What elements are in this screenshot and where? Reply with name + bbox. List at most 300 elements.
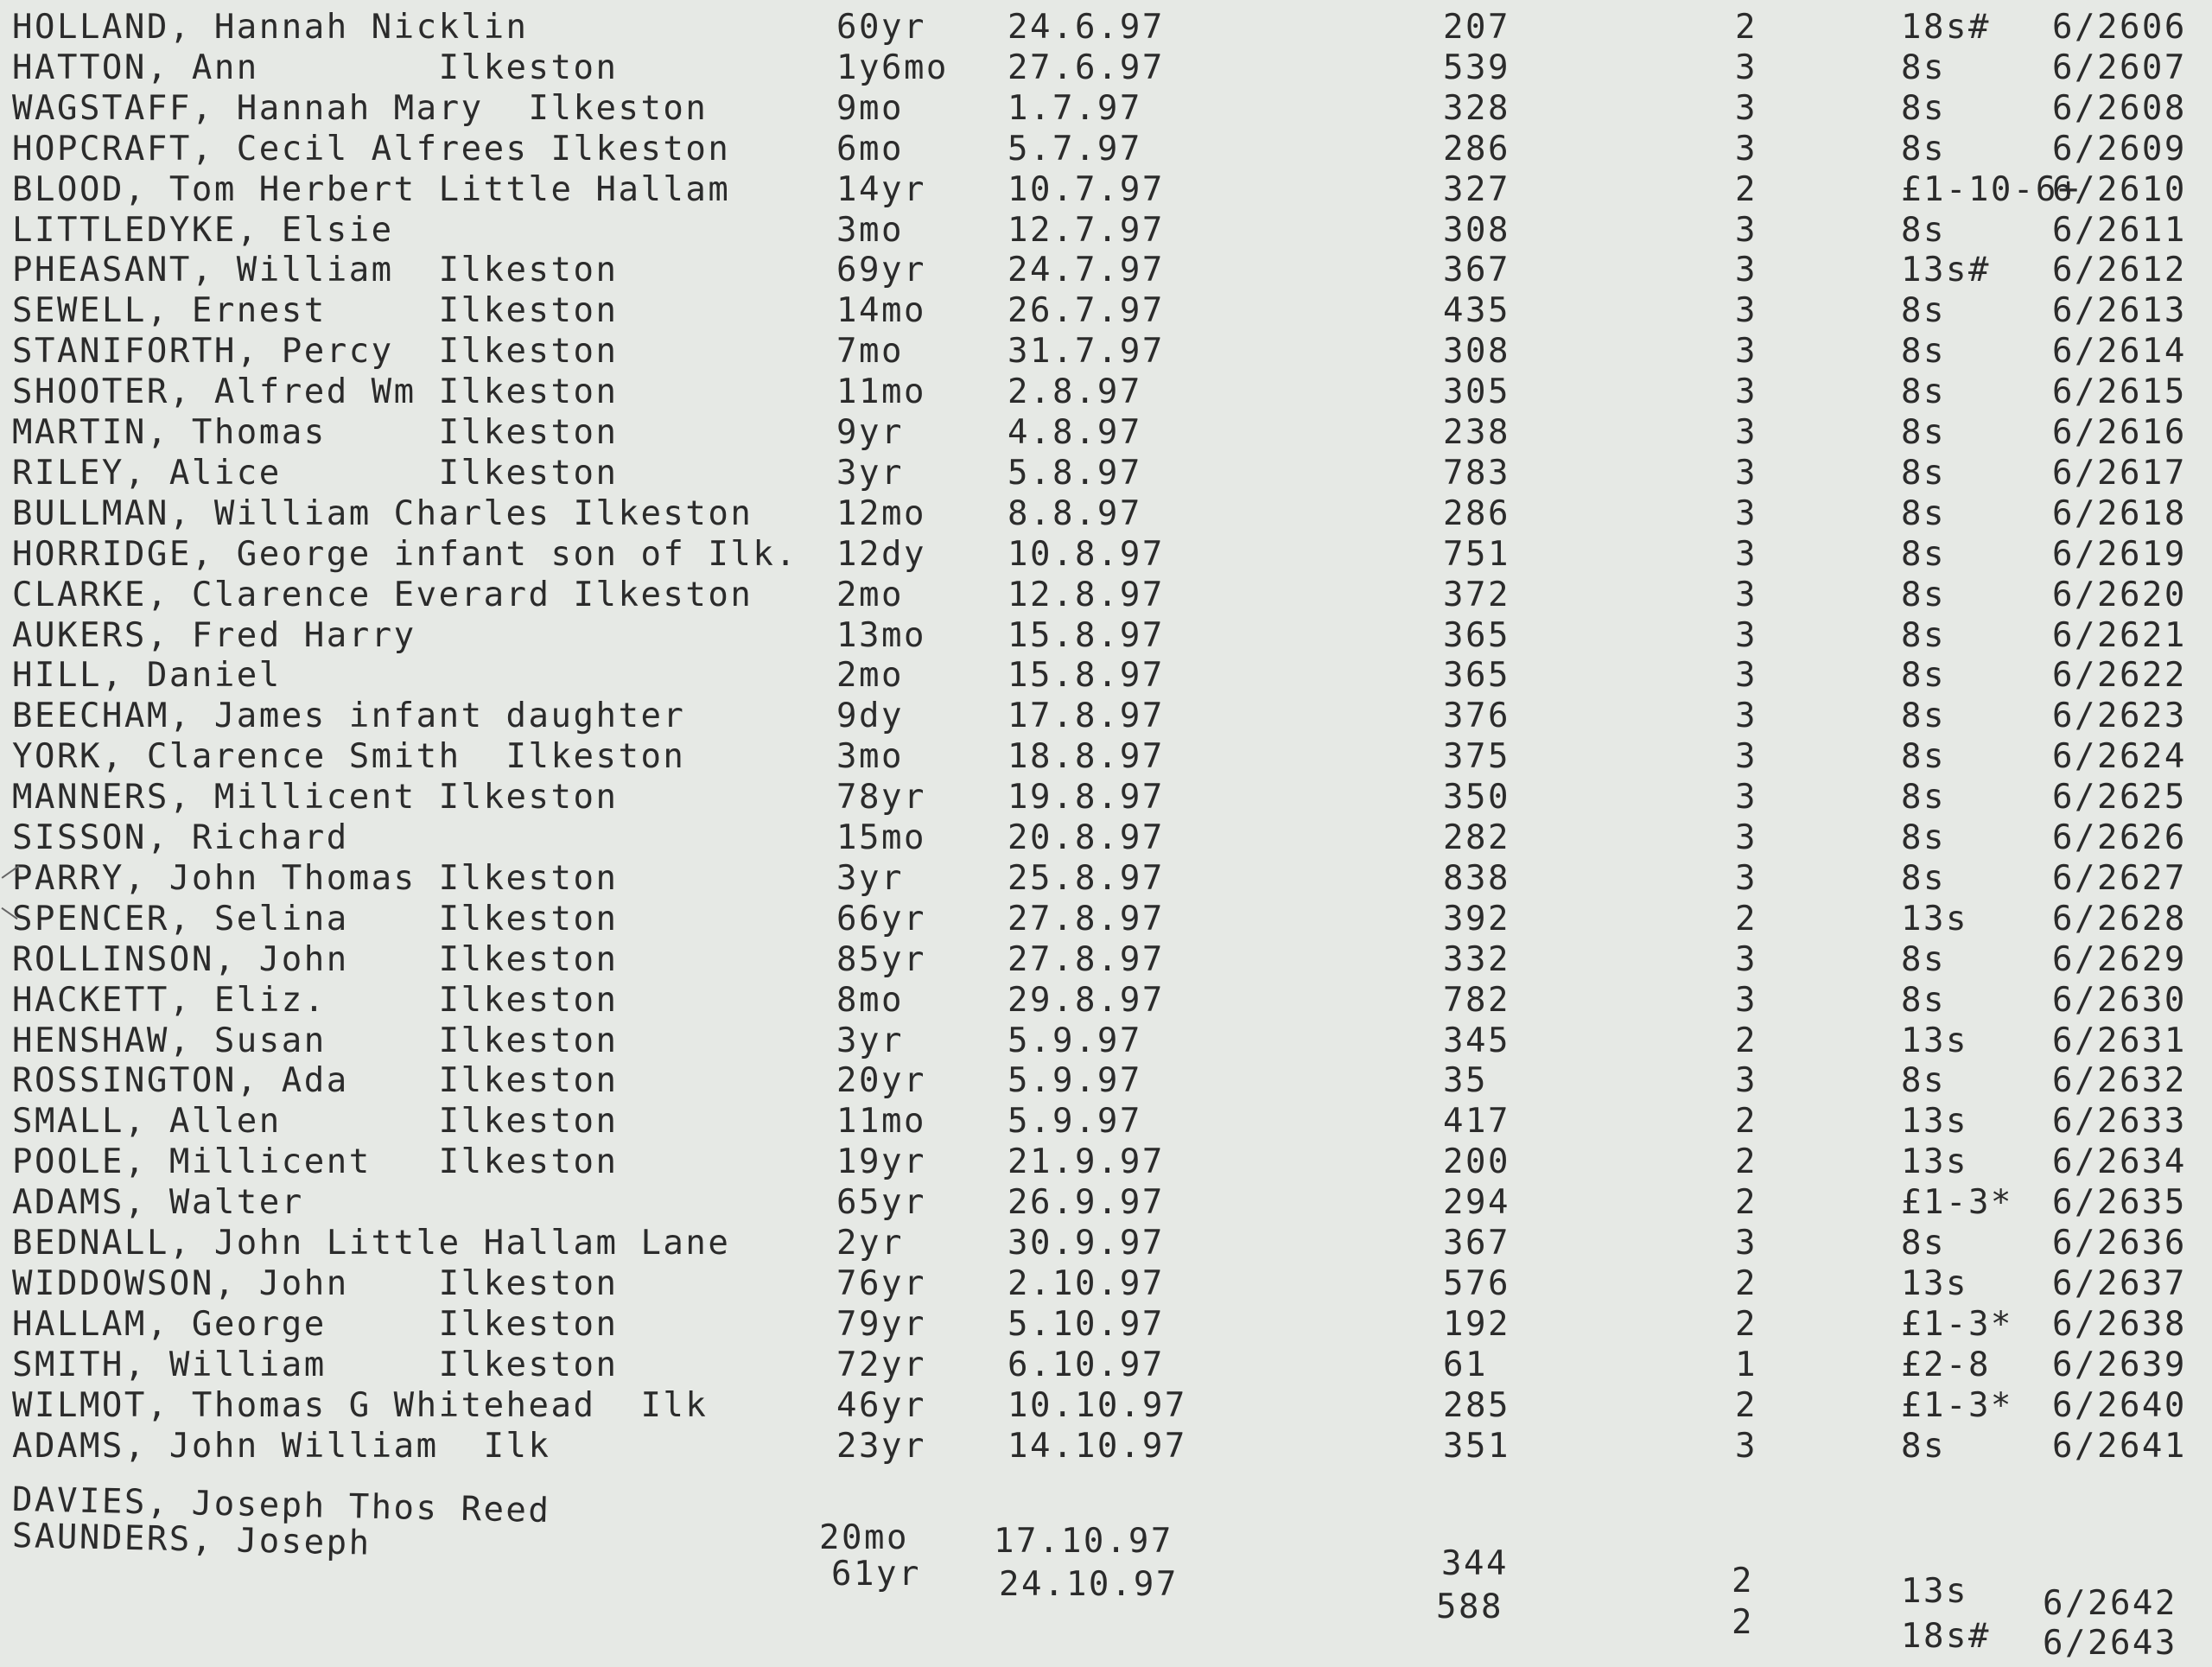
entry-name: PARRY, John Thomas Ilkeston: [12, 858, 619, 898]
entry-date: 19.8.97: [1007, 778, 1165, 818]
entry-reference: 6/2613: [2052, 291, 2187, 331]
entry-number: 286: [1443, 493, 1510, 533]
entry-fee: 8s: [1901, 778, 1946, 818]
entry-date: 30.9.97: [1007, 1224, 1165, 1263]
entry-age: 15mo: [836, 818, 926, 857]
entry-fee: 8s: [1901, 980, 1946, 1020]
entry-fee: £1-3*: [1901, 1183, 2013, 1223]
entry-number: 838: [1443, 858, 1510, 898]
entry-fee: 13s#: [1901, 251, 1991, 290]
entry-fee: £1-3*: [1901, 1385, 2013, 1425]
table-row: [0, 777, 2212, 818]
entry-age: 12dy: [836, 534, 926, 574]
table-row: [0, 210, 2212, 251]
table-row: [0, 615, 2212, 656]
entry-fee: 8s: [1901, 858, 1946, 898]
entry-date: 31.7.97: [1007, 332, 1165, 372]
entry-number: 375: [1443, 737, 1510, 777]
entry-reference: 6/2622: [2052, 656, 2187, 696]
entry-reference: 6/2640: [2052, 1385, 2187, 1425]
table-row: [0, 1101, 2212, 1142]
entry-number: 207: [1443, 8, 1510, 47]
entry-class: 3: [1735, 1224, 1758, 1263]
entry-name: PHEASANT, William Ilkeston: [12, 251, 619, 290]
entry-name: AUKERS, Fred Harry: [12, 615, 416, 655]
entry-date: 27.8.97: [1007, 899, 1165, 938]
entry-reference: 6/2609: [2052, 129, 2187, 169]
table-row: [0, 1385, 2212, 1426]
table-row: [0, 980, 2212, 1021]
entry-number: 367: [1443, 1224, 1510, 1263]
entry-name: SPENCER, Selina Ilkeston: [12, 899, 619, 938]
table-row: [0, 1182, 2212, 1223]
entry-name: WAGSTAFF, Hannah Mary Ilkeston: [12, 88, 709, 128]
entry-fee: £1-3*: [1901, 1304, 2013, 1344]
entry-name: MARTIN, Thomas Ilkeston: [12, 413, 619, 452]
entry-age: 11mo: [836, 1102, 926, 1142]
entry-age: 3yr: [836, 453, 904, 493]
entry-name: HALLAM, George Ilkeston: [12, 1304, 619, 1344]
entry-reference: 6/2642: [2043, 1584, 2177, 1623]
table-row: [0, 7, 2212, 48]
entry-age: 3mo: [836, 210, 904, 250]
entry-reference: 6/2636: [2052, 1224, 2187, 1263]
entry-reference: 6/2621: [2052, 615, 2187, 655]
entry-number: 376: [1443, 697, 1510, 736]
entry-reference: 6/2616: [2052, 413, 2187, 452]
entry-class: 2: [1732, 1603, 1754, 1642]
entry-date: 26.7.97: [1007, 291, 1165, 331]
entry-class: 2: [1735, 1263, 1758, 1303]
entry-reference: 6/2619: [2052, 534, 2187, 574]
table-row: [0, 493, 2212, 534]
entry-fee: 8s: [1901, 697, 1946, 736]
entry-class: 3: [1735, 1061, 1758, 1101]
entry-number: 294: [1443, 1183, 1510, 1223]
entry-age: 85yr: [836, 939, 926, 979]
entry-date: 1.7.97: [1007, 88, 1142, 128]
entry-reference: 6/2610: [2052, 169, 2187, 209]
entry-class: 2: [1735, 1021, 1758, 1060]
entry-number: 576: [1443, 1263, 1510, 1303]
entry-reference: 6/2617: [2052, 453, 2187, 493]
entry-reference: 6/2620: [2052, 575, 2187, 614]
entry-name: HATTON, Ann Ilkeston: [12, 48, 619, 87]
entry-date: 4.8.97: [1007, 413, 1142, 452]
entry-name: RILEY, Alice Ilkeston: [12, 453, 619, 493]
entry-name: HILL, Daniel: [12, 656, 282, 696]
table-row: [0, 1426, 2212, 1467]
entry-number: 238: [1443, 413, 1510, 452]
entry-number: 61: [1443, 1345, 1488, 1384]
entry-age: 20yr: [836, 1061, 926, 1101]
entry-name: BEECHAM, James infant daughter: [12, 697, 686, 736]
entry-name: ADAMS, Walter: [12, 1183, 304, 1223]
entry-fee: 8s: [1901, 129, 1946, 169]
entry-number: 351: [1443, 1426, 1510, 1466]
entry-class: 3: [1735, 778, 1758, 818]
entry-age: 6mo: [836, 129, 904, 169]
entry-reference: 6/2611: [2052, 210, 2187, 250]
entry-date: 15.8.97: [1007, 615, 1165, 655]
entry-name: STANIFORTH, Percy Ilkeston: [12, 332, 619, 372]
entry-date: 25.8.97: [1007, 858, 1165, 898]
entry-fee: 13s: [1901, 1021, 1968, 1060]
table-row: [0, 858, 2212, 899]
entry-reference: 6/2643: [2043, 1624, 2177, 1663]
entry-class: 3: [1735, 88, 1758, 128]
entry-fee: 8s: [1901, 737, 1946, 777]
table-row: [0, 1060, 2212, 1101]
entry-fee: 13s: [1901, 899, 1968, 938]
entry-reference: 6/2632: [2052, 1061, 2187, 1101]
table-row: [0, 1304, 2212, 1345]
entry-number: 332: [1443, 939, 1510, 979]
entry-class: 3: [1735, 818, 1758, 857]
entry-reference: 6/2627: [2052, 858, 2187, 898]
entry-fee: 13s: [1901, 1102, 1968, 1142]
entry-age: 19yr: [836, 1142, 926, 1182]
entry-date: 15.8.97: [1007, 656, 1165, 696]
entry-date: 24.10.97: [999, 1565, 1179, 1604]
entry-date: 6.10.97: [1007, 1345, 1165, 1384]
entry-name: WIDDOWSON, John Ilkeston: [12, 1263, 619, 1303]
entry-fee: £1-10-6+: [1901, 169, 2081, 209]
entry-reference: 6/2639: [2052, 1345, 2187, 1384]
entry-date: 5.10.97: [1007, 1304, 1165, 1344]
entry-fee: 13s: [1901, 1263, 1968, 1303]
table-row: [0, 129, 2212, 169]
entry-age: 65yr: [836, 1183, 926, 1223]
entry-name: BEDNALL, John Little Hallam Lane: [12, 1224, 731, 1263]
entry-reference: 6/2607: [2052, 48, 2187, 87]
entry-age: 3yr: [836, 1021, 904, 1060]
entry-name: SMITH, William Ilkeston: [12, 1345, 619, 1384]
entry-class: 3: [1735, 939, 1758, 979]
entry-name: ROLLINSON, John Ilkeston: [12, 939, 619, 979]
entry-age: 61yr: [831, 1555, 921, 1594]
entry-number: 345: [1443, 1021, 1510, 1060]
entry-fee: 8s: [1901, 413, 1946, 452]
entry-fee: 8s: [1901, 493, 1946, 533]
entry-class: 2: [1735, 1304, 1758, 1344]
entry-name: HORRIDGE, George infant son of Ilk.: [12, 534, 798, 574]
entry-name: LITTLEDYKE, Elsie: [12, 210, 394, 250]
entry-reference: 6/2608: [2052, 88, 2187, 128]
entry-date: 29.8.97: [1007, 980, 1165, 1020]
entry-number: 308: [1443, 210, 1510, 250]
entry-age: 11mo: [836, 372, 926, 412]
entry-date: 27.6.97: [1007, 48, 1165, 87]
entry-date: 20.8.97: [1007, 818, 1165, 857]
entry-age: 66yr: [836, 899, 926, 938]
entry-fee: 18s#: [1901, 8, 1991, 47]
entry-date: 24.6.97: [1007, 8, 1165, 47]
table-row: [0, 48, 2212, 88]
entry-age: 12mo: [836, 493, 926, 533]
entry-name: HENSHAW, Susan Ilkeston: [12, 1021, 619, 1060]
entry-number: 308: [1443, 332, 1510, 372]
table-row: [0, 290, 2212, 331]
table-row: [0, 1263, 2212, 1304]
entry-name: HACKETT, Eliz. Ilkeston: [12, 980, 619, 1020]
entry-number: 327: [1443, 169, 1510, 209]
entry-number: 783: [1443, 453, 1510, 493]
entry-name: YORK, Clarence Smith Ilkeston: [12, 737, 686, 777]
entry-fee: 8s: [1901, 534, 1946, 574]
table-row: [0, 1021, 2212, 1061]
table-row: [0, 88, 2212, 129]
entry-number: 344: [1441, 1544, 1509, 1583]
entry-class: 3: [1735, 656, 1758, 696]
entry-class: 3: [1735, 332, 1758, 372]
entry-number: 392: [1443, 899, 1510, 938]
entry-class: 3: [1735, 48, 1758, 87]
table-row: [0, 818, 2212, 858]
table-row: [0, 696, 2212, 736]
entry-class: 2: [1735, 1183, 1758, 1223]
entry-reference: 6/2629: [2052, 939, 2187, 979]
entry-name: CLARKE, Clarence Everard Ilkeston: [12, 575, 753, 614]
entry-fee: 8s: [1901, 372, 1946, 412]
entry-age: 2yr: [836, 1224, 904, 1263]
entry-date: 12.7.97: [1007, 210, 1165, 250]
entry-fee: 8s: [1901, 210, 1946, 250]
entry-reference: 6/2637: [2052, 1263, 2187, 1303]
entry-fee: 8s: [1901, 48, 1946, 87]
entry-reference: 6/2614: [2052, 332, 2187, 372]
entry-number: 305: [1443, 372, 1510, 412]
entry-class: 3: [1735, 210, 1758, 250]
entry-reference: 6/2635: [2052, 1183, 2187, 1223]
entry-class: 3: [1735, 1426, 1758, 1466]
entry-class: 3: [1735, 858, 1758, 898]
entry-date: 17.10.97: [994, 1522, 1173, 1561]
entry-reference: 6/2606: [2052, 8, 2187, 47]
entry-reference: 6/2633: [2052, 1102, 2187, 1142]
entry-class: 3: [1735, 697, 1758, 736]
entry-date: 8.8.97: [1007, 493, 1142, 533]
entry-reference: 6/2625: [2052, 778, 2187, 818]
entry-age: 8mo: [836, 980, 904, 1020]
entry-fee: 8s: [1901, 1426, 1946, 1466]
entry-age: 46yr: [836, 1385, 926, 1425]
table-row: [0, 1142, 2212, 1182]
entry-date: 14.10.97: [1007, 1426, 1187, 1466]
entry-number: 200: [1443, 1142, 1510, 1182]
entry-age: 72yr: [836, 1345, 926, 1384]
entry-number: 435: [1443, 291, 1510, 331]
entry-date: 10.7.97: [1007, 169, 1165, 209]
entry-number: 192: [1443, 1304, 1510, 1344]
entry-fee: 8s: [1901, 88, 1946, 128]
table-row: [0, 412, 2212, 453]
entry-date: 12.8.97: [1007, 575, 1165, 614]
table-row: [0, 899, 2212, 939]
entry-fee: £2-8: [1901, 1345, 1991, 1384]
entry-reference: 6/2628: [2052, 899, 2187, 938]
entry-age: 60yr: [836, 8, 926, 47]
entry-age: 3yr: [836, 858, 904, 898]
entry-age: 23yr: [836, 1426, 926, 1466]
entry-class: 1: [1735, 1345, 1758, 1384]
entry-class: 2: [1735, 1385, 1758, 1425]
entry-class: 2: [1735, 169, 1758, 209]
entry-name: ROSSINGTON, Ada Ilkeston: [12, 1061, 619, 1101]
entry-number: 782: [1443, 980, 1510, 1020]
entry-age: 2mo: [836, 575, 904, 614]
entry-number: 285: [1443, 1385, 1510, 1425]
entry-class: 3: [1735, 980, 1758, 1020]
entry-age: 1y6mo: [836, 48, 949, 87]
table-row: [0, 250, 2212, 290]
entry-number: 365: [1443, 615, 1510, 655]
entry-number: 751: [1443, 534, 1510, 574]
entry-reference: 6/2612: [2052, 251, 2187, 290]
entry-reference: 6/2631: [2052, 1021, 2187, 1060]
entry-class: 2: [1732, 1562, 1754, 1600]
table-row: [0, 169, 2212, 210]
entry-number: 282: [1443, 818, 1510, 857]
entry-class: 3: [1735, 251, 1758, 290]
entry-age: 69yr: [836, 251, 926, 290]
entry-class: 3: [1735, 372, 1758, 412]
table-row: [0, 736, 2212, 777]
entry-date: 5.8.97: [1007, 453, 1142, 493]
entry-reference: 6/2638: [2052, 1304, 2187, 1344]
table-row: [0, 534, 2212, 575]
entry-number: 286: [1443, 129, 1510, 169]
entry-name: WILMOT, Thomas G Whitehead Ilk: [12, 1385, 709, 1425]
entry-age: 9yr: [836, 413, 904, 452]
entry-fee: 13s: [1901, 1142, 1968, 1182]
entry-reference: 6/2634: [2052, 1142, 2187, 1182]
entry-name: HOPCRAFT, Cecil Alfrees Ilkeston: [12, 129, 731, 169]
entry-date: 10.8.97: [1007, 534, 1165, 574]
entry-date: 18.8.97: [1007, 737, 1165, 777]
entry-number: 367: [1443, 251, 1510, 290]
entry-number: 417: [1443, 1102, 1510, 1142]
entry-age: 76yr: [836, 1263, 926, 1303]
entry-reference: 6/2618: [2052, 493, 2187, 533]
entry-date: 5.9.97: [1007, 1061, 1142, 1101]
entry-class: 3: [1735, 615, 1758, 655]
entry-class: 3: [1735, 453, 1758, 493]
entry-fee: 8s: [1901, 575, 1946, 614]
entry-name: SEWELL, Ernest Ilkeston: [12, 291, 619, 331]
entry-class: 2: [1735, 1102, 1758, 1142]
entry-reference: 6/2630: [2052, 980, 2187, 1020]
entry-age: 20mo: [819, 1518, 909, 1557]
entry-age: 79yr: [836, 1304, 926, 1344]
entry-name: POOLE, Millicent Ilkeston: [12, 1142, 619, 1182]
entry-reference: 6/2615: [2052, 372, 2187, 412]
entry-date: 24.7.97: [1007, 251, 1165, 290]
entry-class: 2: [1735, 899, 1758, 938]
entry-date: 5.9.97: [1007, 1021, 1142, 1060]
table-row: [0, 453, 2212, 493]
entry-age: 3mo: [836, 737, 904, 777]
table-row: [0, 575, 2212, 615]
entry-class: 3: [1735, 129, 1758, 169]
entry-name: SISSON, Richard: [12, 818, 349, 857]
entry-date: 5.7.97: [1007, 129, 1142, 169]
entry-class: 3: [1735, 575, 1758, 614]
table-row: [0, 372, 2212, 412]
entry-fee: 8s: [1901, 1224, 1946, 1263]
entry-reference: 6/2641: [2052, 1426, 2187, 1466]
entry-name: DAVIES, Joseph Thos Reed: [11, 1480, 551, 1531]
table-row: [0, 1223, 2212, 1263]
entry-number: 372: [1443, 575, 1510, 614]
entry-fee: 8s: [1901, 453, 1946, 493]
entry-name: ADAMS, John William Ilk: [12, 1426, 551, 1466]
entry-date: 21.9.97: [1007, 1142, 1165, 1182]
entry-fee: 8s: [1901, 818, 1946, 857]
table-row: [0, 655, 2212, 696]
entry-age: 9mo: [836, 88, 904, 128]
entry-age: 78yr: [836, 778, 926, 818]
entry-date: 17.8.97: [1007, 697, 1165, 736]
entry-name: BLOOD, Tom Herbert Little Hallam: [12, 169, 731, 209]
entry-number: 35: [1443, 1061, 1488, 1101]
entry-number: 365: [1443, 656, 1510, 696]
entry-date: 26.9.97: [1007, 1183, 1165, 1223]
table-row: [0, 331, 2212, 372]
entry-age: 14yr: [836, 169, 926, 209]
entry-date: 2.10.97: [1007, 1263, 1165, 1303]
entry-date: 10.10.97: [1007, 1385, 1187, 1425]
entry-age: 14mo: [836, 291, 926, 331]
entry-date: 2.8.97: [1007, 372, 1142, 412]
entry-date: 5.9.97: [1007, 1102, 1142, 1142]
entry-name: SAUNDERS, Joseph: [11, 1517, 372, 1563]
entry-name: BULLMAN, William Charles Ilkeston: [12, 493, 753, 533]
entry-age: 9dy: [836, 697, 904, 736]
entry-reference: 6/2626: [2052, 818, 2187, 857]
entry-fee: 18s#: [1901, 1617, 1991, 1656]
entry-fee: 8s: [1901, 615, 1946, 655]
entry-class: 2: [1735, 8, 1758, 47]
entry-class: 3: [1735, 493, 1758, 533]
entry-name: SMALL, Allen Ilkeston: [12, 1102, 619, 1142]
entry-class: 3: [1735, 413, 1758, 452]
table-row: [0, 939, 2212, 980]
entry-class: 2: [1735, 1142, 1758, 1182]
entry-number: 328: [1443, 88, 1510, 128]
entry-class: 3: [1735, 534, 1758, 574]
entry-fee: 13s: [1901, 1572, 1968, 1611]
entry-number: 588: [1436, 1587, 1503, 1626]
entry-age: 7mo: [836, 332, 904, 372]
entry-number: 350: [1443, 778, 1510, 818]
entry-fee: 8s: [1901, 1061, 1946, 1101]
entry-class: 3: [1735, 291, 1758, 331]
entry-reference: 6/2623: [2052, 697, 2187, 736]
entry-name: HOLLAND, Hannah Nicklin: [12, 8, 529, 47]
entry-number: 539: [1443, 48, 1510, 87]
entry-age: 13mo: [836, 615, 926, 655]
table-row: [0, 1345, 2212, 1385]
entry-fee: 8s: [1901, 939, 1946, 979]
entry-age: 2mo: [836, 656, 904, 696]
entry-fee: 8s: [1901, 656, 1946, 696]
entry-reference: 6/2624: [2052, 737, 2187, 777]
entry-fee: 8s: [1901, 332, 1946, 372]
entry-fee: 8s: [1901, 291, 1946, 331]
entry-name: MANNERS, Millicent Ilkeston: [12, 778, 619, 818]
entry-name: SHOOTER, Alfred Wm Ilkeston: [12, 372, 619, 412]
